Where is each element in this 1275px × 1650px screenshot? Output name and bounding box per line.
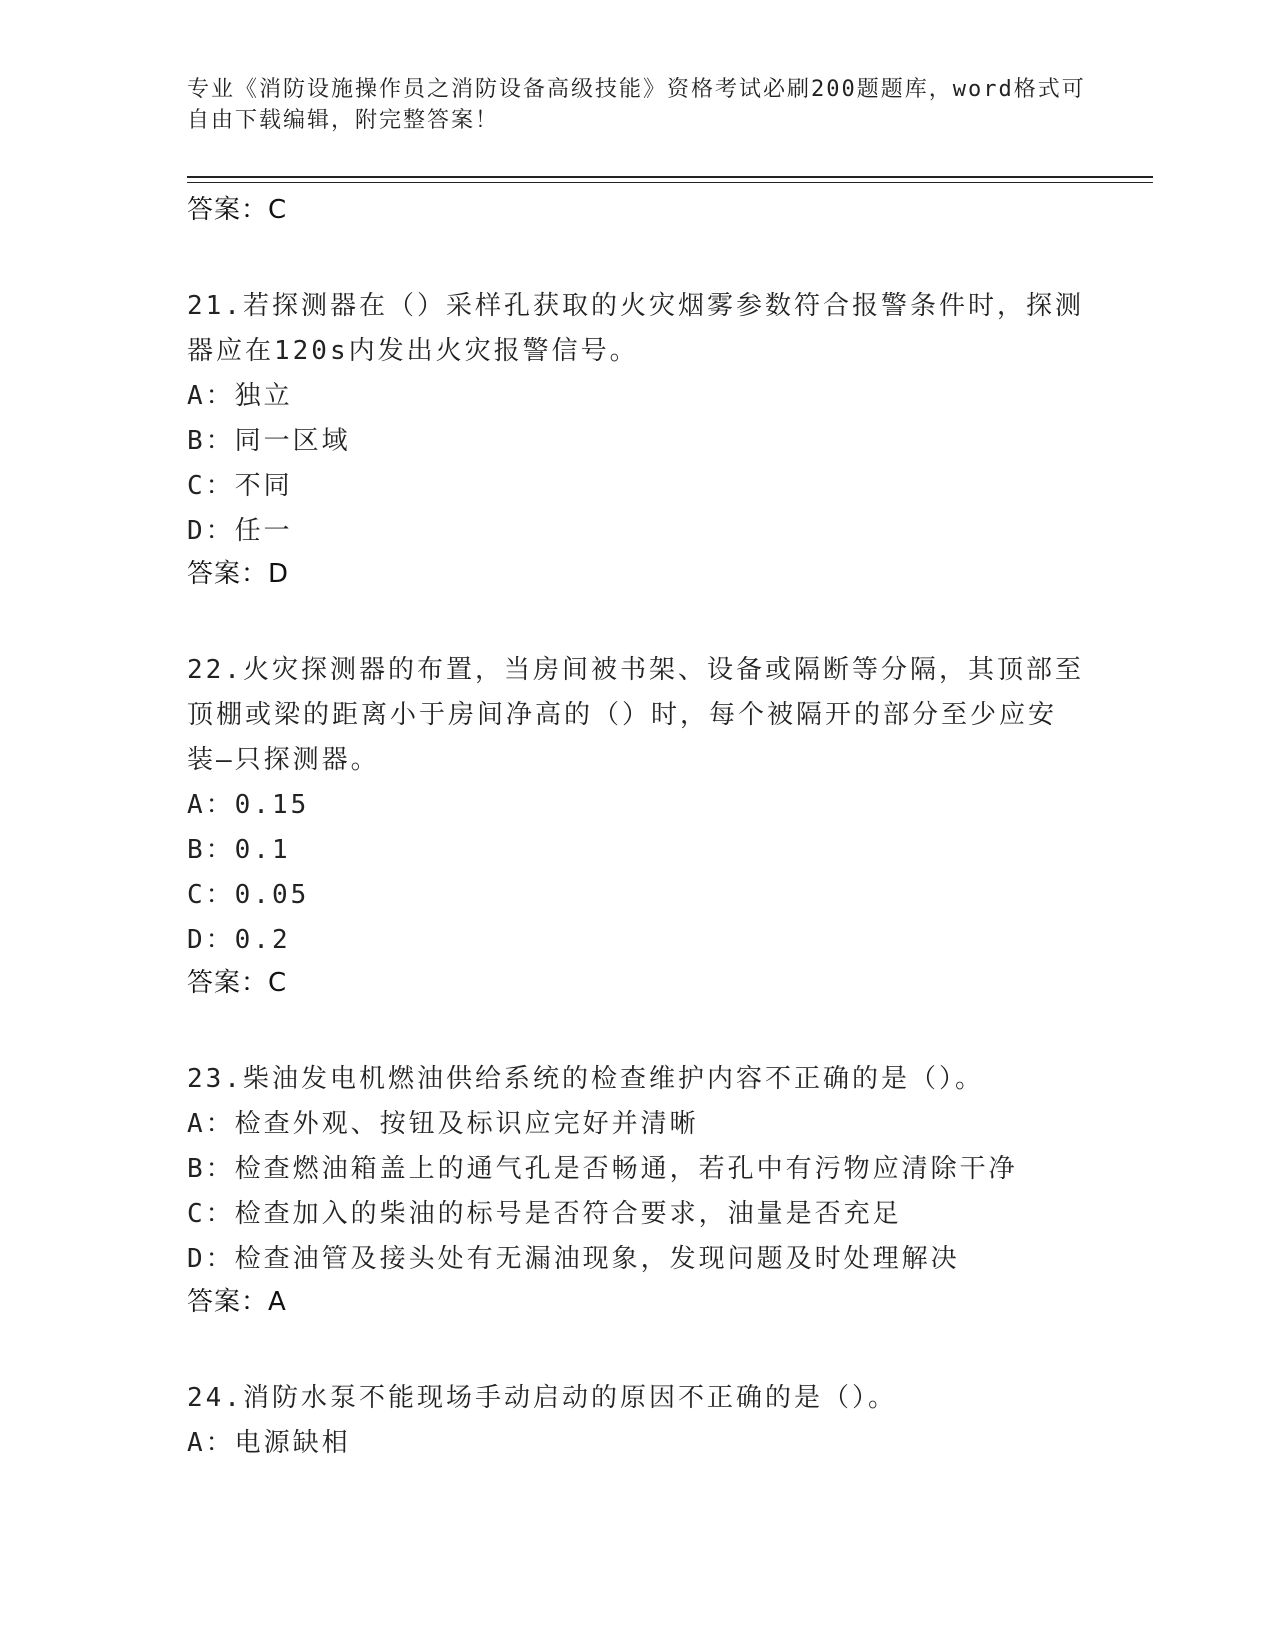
spacer xyxy=(187,1320,1087,1376)
option-d: D：检查油管及接头处有无漏油现象，发现问题及时处理解决 xyxy=(187,1244,960,1274)
page-header: 专业《消防设施操作员之消防设备高级技能》资格考试必刷200题题库，word格式可自由下载编辑，附完整答案！ xyxy=(187,77,1086,133)
option-a: A：0.15 xyxy=(187,790,310,820)
question-block-23 xyxy=(187,1057,1087,1320)
option-d: D：0.2 xyxy=(187,925,291,955)
spacer xyxy=(187,228,1087,284)
question-stem-line: 24.消防水泵不能现场手动启动的原因不正确的是（）。 xyxy=(187,1383,897,1413)
option-c: C：不同 xyxy=(187,471,293,501)
spacer xyxy=(187,592,1087,648)
question-stem-line: 器应在120s内发出火灾报警信号。 xyxy=(187,336,639,366)
question-stem-line: 装—只探测器。 xyxy=(187,745,380,775)
option-b: B：同一区域 xyxy=(187,426,351,456)
header-rule-thin xyxy=(187,182,1153,183)
answer-21: 答案：D xyxy=(187,559,290,589)
option-a: A：检查外观、按钮及标识应完好并清晰 xyxy=(187,1109,699,1139)
question-block-22 xyxy=(187,648,1087,1001)
option-b: B：检查燃油箱盖上的通气孔是否畅通，若孔中有污物应清除干净 xyxy=(187,1154,1018,1184)
option-c: C：0.05 xyxy=(187,880,310,910)
spacer xyxy=(187,1001,1087,1057)
question-stem-line: 21.若探测器在（）采样孔获取的火灾烟雾参数符合报警条件时，探测 xyxy=(187,291,1084,321)
answer-23: 答案：A xyxy=(187,1287,287,1317)
option-a: A：电源缺相 xyxy=(187,1428,351,1458)
question-block-24 xyxy=(187,1376,1087,1466)
option-a: A：独立 xyxy=(187,381,293,411)
question-list xyxy=(187,192,1087,1466)
previous-answer: 答案：C xyxy=(187,195,288,225)
option-d: D：任一 xyxy=(187,516,293,546)
question-block-21 xyxy=(187,284,1087,592)
header-rule-thick xyxy=(187,176,1153,178)
answer-22: 答案：C xyxy=(187,968,288,998)
option-b: B：0.1 xyxy=(187,835,291,865)
option-c: C：检查加入的柴油的标号是否符合要求，油量是否充足 xyxy=(187,1199,902,1229)
question-stem-line: 顶棚或梁的距离小于房间净高的（）时，每个被隔开的部分至少应安 xyxy=(187,700,1058,730)
question-stem-line: 23.柴油发电机燃油供给系统的检查维护内容不正确的是（）。 xyxy=(187,1064,984,1094)
question-stem-line: 22.火灾探测器的布置，当房间被书架、设备或隔断等分隔，其顶部至 xyxy=(187,655,1084,685)
